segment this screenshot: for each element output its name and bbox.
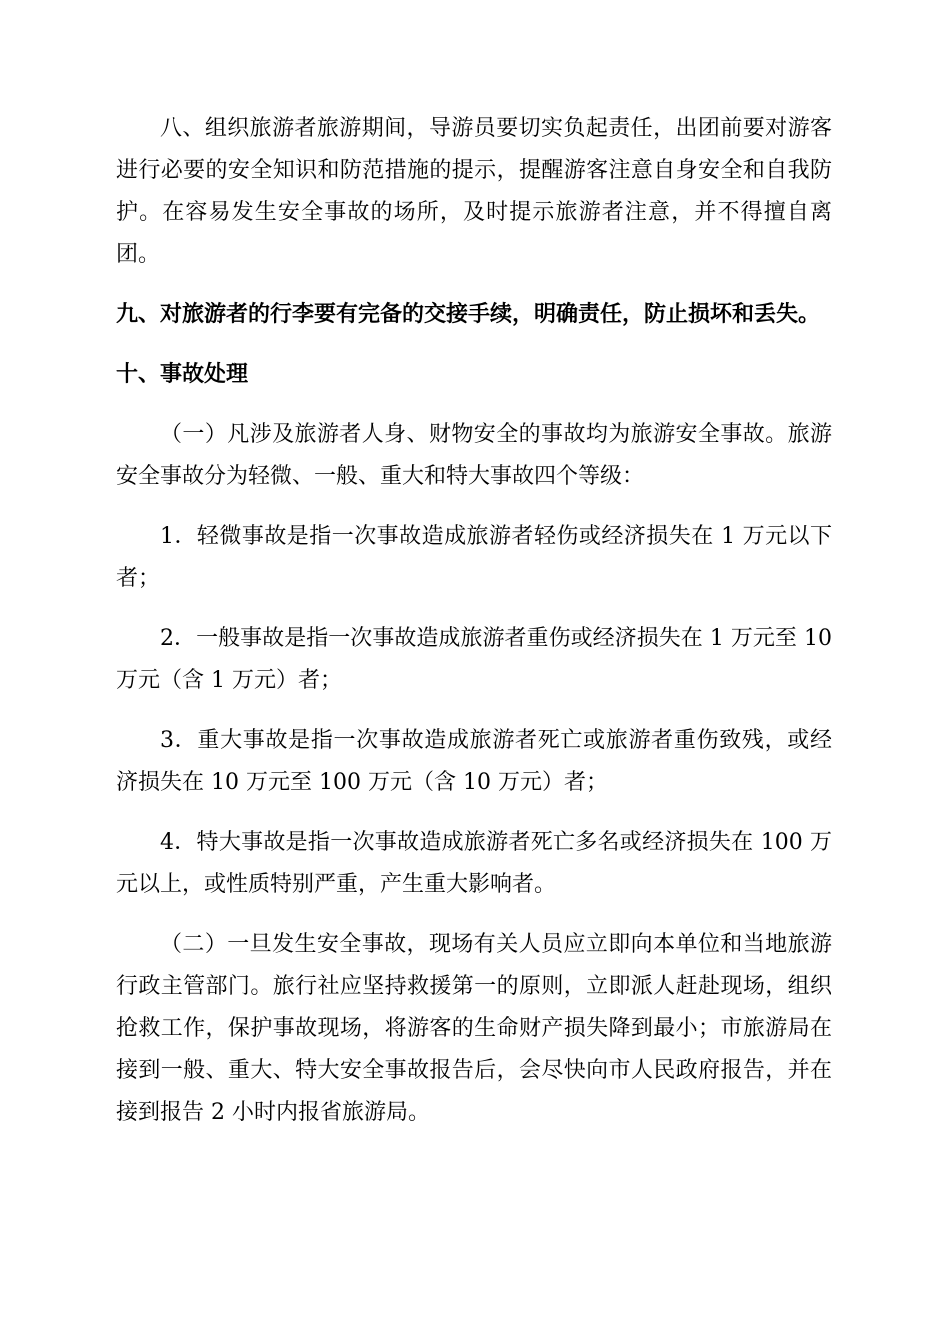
paragraph-item-8: 八、组织旅游者旅游期间，导游员要切实负起责任，出团前要对游客进行必要的安全知识和防范措施的提示，提醒游客注意自身安全和自我防护。在容易发生安全事故的场所，及时提示旅游者注意，并不得擅自离团。 <box>116 116 832 267</box>
section-heading-accident-handling: 十、事故处理 <box>116 362 249 387</box>
paragraph-general-accident: 2．一般事故是指一次事故造成旅游者重伤或经济损失在 1 万元至 10 万元（含 1 万元）者； <box>116 626 832 693</box>
paragraph-severe-accident: 4．特大事故是指一次事故造成旅游者死亡多名或经济损失在 100 万元以上，或性质特别严重，产生重大影响者。 <box>116 830 832 897</box>
paragraph-item-9: 九、对旅游者的行李要有完备的交接手续，明确责任，防止损坏和丢失。 <box>116 302 821 327</box>
paragraph-major-accident: 3．重大事故是指一次事故造成旅游者死亡或旅游者重伤致残，或经济损失在 10 万元至 100 万元（含 10 万元）者； <box>116 728 832 795</box>
paragraph-minor-accident: 1．轻微事故是指一次事故造成旅游者轻伤或经济损失在 1 万元以下者； <box>116 524 832 591</box>
document-page <box>116 108 832 1134</box>
paragraph-accident-definition: （一）凡涉及旅游者人身、财物安全的事故均为旅游安全事故。旅游安全事故分为轻微、一般、重大和特大事故四个等级： <box>116 422 832 489</box>
paragraph-accident-response: （二）一旦发生安全事故，现场有关人员应立即向本单位和当地旅游行政主管部门。旅行社应坚持救援第一的原则，立即派人赶赴现场，组织抢救工作，保护事故现场，将游客的生命财产损失降到最小；市旅游局在接到一般、重大、特大安全事故报告后，会尽快向市人民政府报告，并在接到报告 2 小时内报省旅游局。 <box>116 932 832 1125</box>
